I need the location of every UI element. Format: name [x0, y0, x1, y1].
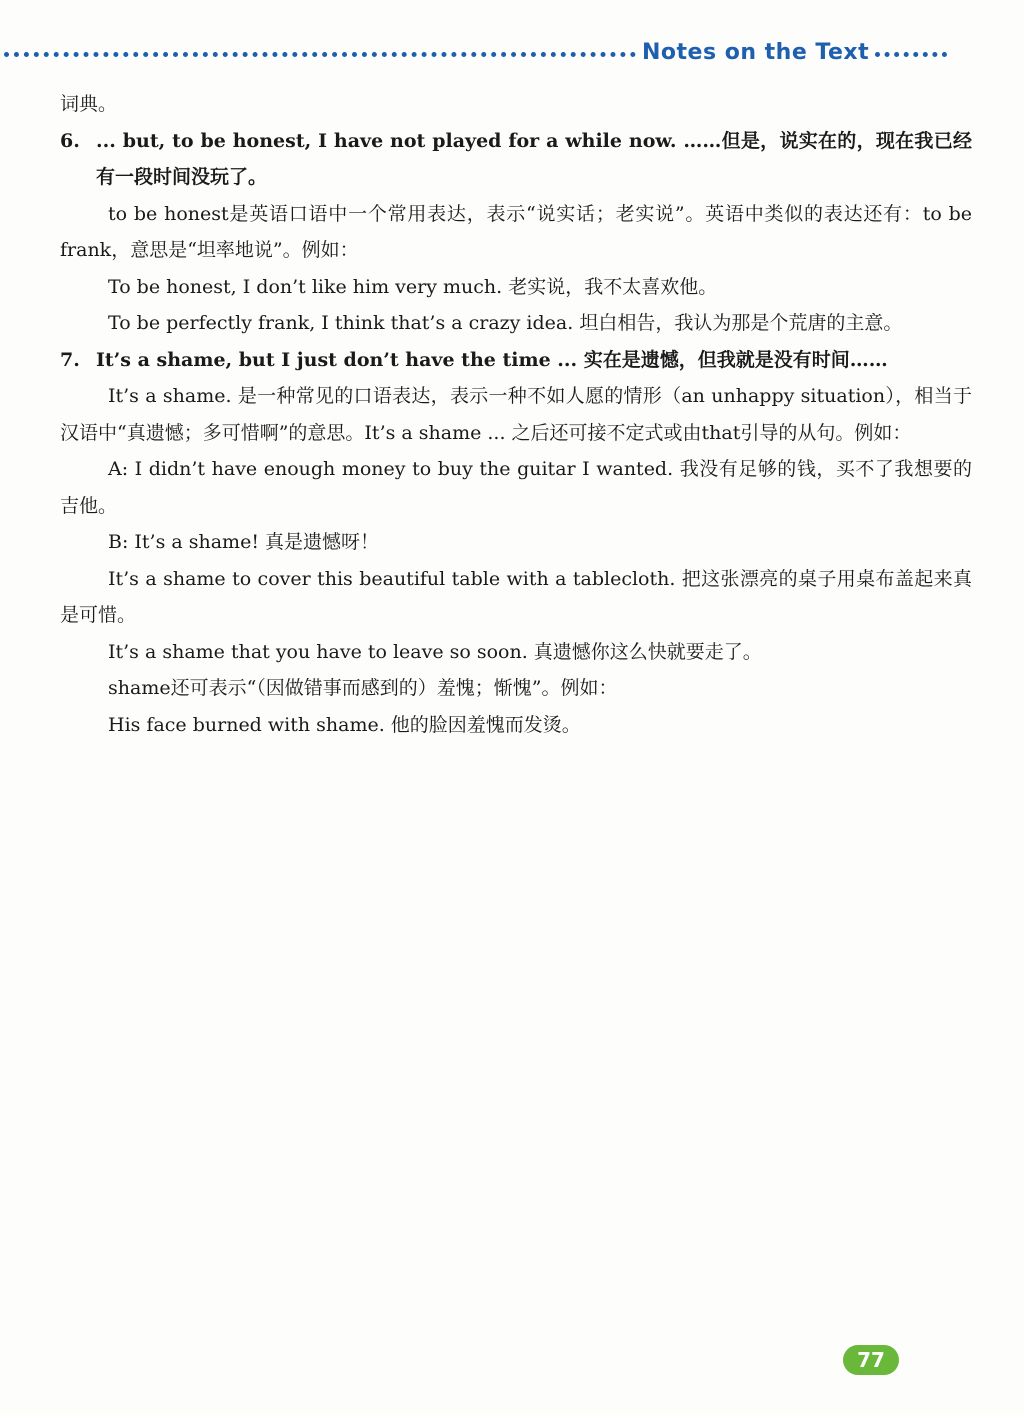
note-6-heading-text: ... but, to be honest, I have not played for a while now. ……但是，说实在的，现在我已经有一段时间没玩了。 — [96, 129, 972, 188]
note-7-example-1: A: I didn’t have enough money to buy the guitar I wanted. 我没有足够的钱，买不了我想要的吉他。 — [60, 458, 972, 517]
note-7-heading — [60, 342, 972, 379]
note-6-example-1: To be honest, I don’t like him very much. 老实说，我不太喜欢他。 — [108, 275, 718, 298]
note-7-example-2: B: It’s a shame! 真是遗憾呀！ — [108, 531, 379, 553]
page-body — [60, 86, 972, 743]
note-7-heading-text: It’s a shame, but I just don’t have the time ... 实在是遗憾，但我就是没有时间…… — [96, 348, 888, 371]
header-dotted-rule-right — [875, 52, 947, 57]
note-7-explanation: It’s a shame. 是一种常见的口语表达，表示一种不如人愿的情形（an unhappy situation），相当于汉语中“真遗憾；多可惜啊”的意思。It’s a shame ... 之后还可接不定式或由that引导的从句。例如： — [60, 385, 972, 444]
note-7-explanation-2: shame还可表示“（因做错事而感到的）羞愧；惭愧”。例如： — [108, 677, 618, 699]
note-7-example-4: It’s a shame that you have to leave so soon. 真遗憾你这么快就要走了。 — [108, 640, 762, 663]
running-header — [0, 38, 1024, 68]
note-7-number: 7. — [60, 348, 80, 371]
header-title: Notes on the Text — [642, 40, 870, 65]
note-6-number: 6. — [60, 129, 80, 152]
header-dotted-rule-left — [4, 52, 636, 57]
page-number-badge: 77 — [843, 1345, 899, 1375]
note-6-explanation: to be honest是英语口语中一个常用表达，表示“说实话；老实说”。英语中类似的表达还有：to be frank，意思是“坦率地说”。例如： — [60, 202, 972, 261]
note-7-example-5: His face burned with shame. 他的脸因羞愧而发烫。 — [108, 713, 581, 736]
note-6-example-2: To be perfectly frank, I think that’s a crazy idea. 坦白相告，我认为那是个荒唐的主意。 — [108, 312, 903, 334]
note-7-example-3: It’s a shame to cover this beautiful table with a tablecloth. 把这张漂亮的桌子用桌布盖起来真是可惜。 — [60, 567, 972, 626]
note-6-heading — [60, 123, 972, 196]
continued-line: 词典。 — [60, 93, 118, 115]
